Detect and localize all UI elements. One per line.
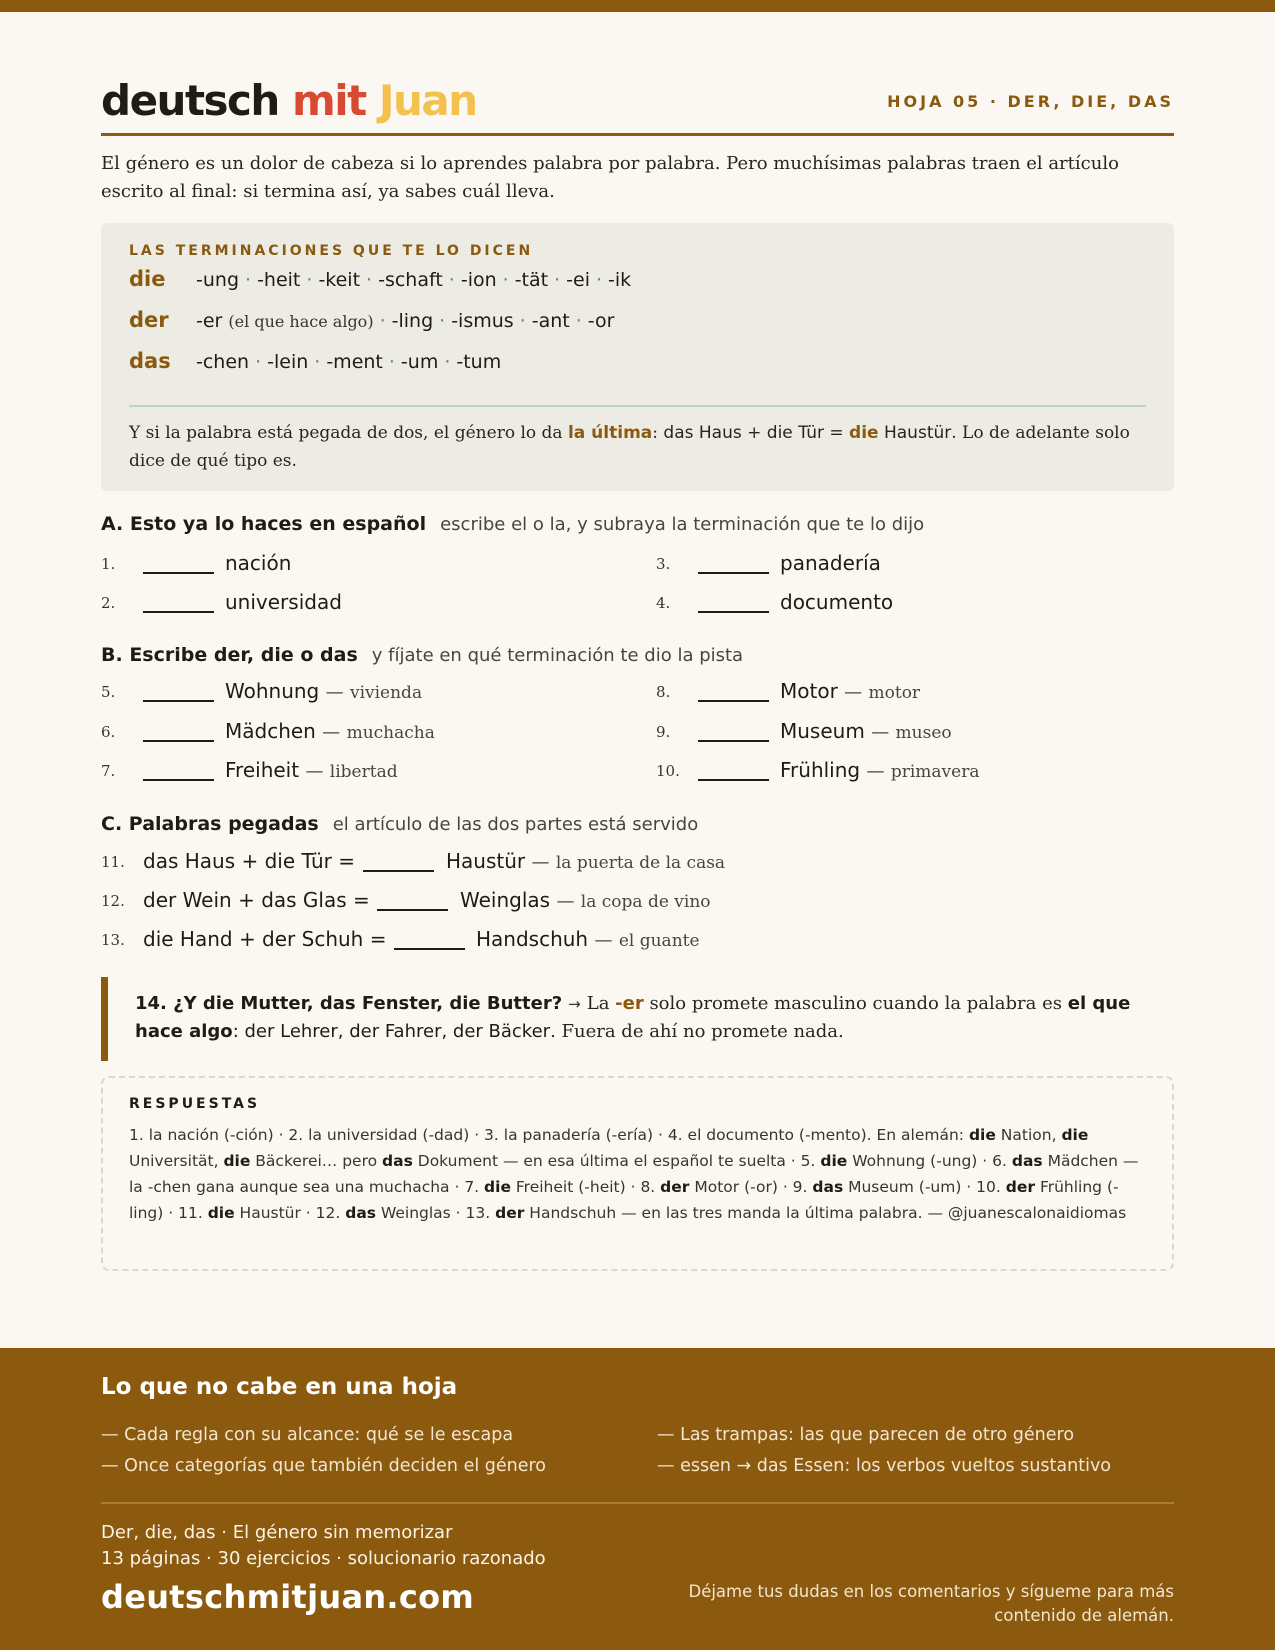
answer-article: die: [223, 1152, 251, 1170]
top-accent-bar: [0, 0, 1275, 12]
answer-article: das: [345, 1204, 377, 1222]
answer-text: Universität,: [129, 1152, 224, 1170]
spanish-gloss: primavera: [890, 762, 980, 782]
item-number: 13.: [101, 931, 125, 949]
page-header: [101, 72, 1174, 136]
section-b-title: [101, 644, 743, 666]
german-word: Motor: [780, 679, 838, 703]
note-text: . Lo de adelante solo dice de qué tipo es.: [129, 423, 1130, 471]
promo-footer: [0, 1348, 1275, 1650]
ending: -ei: [566, 269, 590, 291]
answer-text: Motor (-or) · 9.: [689, 1178, 813, 1196]
rule-article: der: [129, 308, 169, 332]
ending: -ling: [391, 310, 434, 332]
sheet-tag: HOJA 05 · DER, DIE, DAS: [887, 92, 1174, 111]
compound-parts: die Hand + der Schuh =: [143, 927, 387, 951]
ending: -lein: [267, 351, 309, 373]
answer-blank[interactable]: [698, 700, 769, 702]
section-heading: B. Escribe der, die o das: [101, 644, 358, 666]
answer-blank[interactable]: [363, 870, 434, 872]
callout-examples: der Lehrer, der Fahrer, der Bäcker: [244, 1021, 551, 1042]
item-word: Handschuh — el guante: [476, 927, 700, 951]
section-subtitle: el artículo de las dos partes está servido: [332, 814, 699, 835]
item-word: Freiheit — libertad: [225, 758, 398, 782]
answer-key-text: [129, 1122, 1146, 1226]
answer-blank[interactable]: [143, 572, 214, 574]
note-highlight: la última: [567, 423, 653, 443]
footer-list-item: — Cada regla con su alcance: qué se le escapa: [101, 1425, 514, 1445]
compound-item: [101, 888, 901, 916]
answer-blank[interactable]: [394, 948, 465, 950]
item-word: Haustür — la puerta de la casa: [446, 849, 726, 873]
ending: -ik: [608, 269, 632, 291]
website-link[interactable]: deutschmitjuan.com: [101, 1578, 475, 1616]
ending: -ung: [196, 269, 240, 291]
exercise-item: [101, 758, 601, 786]
call-to-action: Déjame tus dudas en los comentarios y sígueme para más contenido de alemán.: [688, 1582, 1174, 1625]
footer-title: Lo que no cabe en una hoja: [101, 1374, 458, 1400]
german-word: Frühling: [780, 758, 861, 782]
ending: -um: [400, 351, 439, 373]
item-number: 12.: [101, 892, 125, 910]
footer-list-item: — Once categorías que también deciden el género: [101, 1456, 547, 1476]
answer-text: Wohnung (-ung) · 6.: [847, 1152, 1012, 1170]
footer-list-item: — Las trampas: las que parecen de otro género: [657, 1425, 1075, 1445]
arrow-icon: →: [568, 995, 581, 1013]
callout-text: solo promete masculino cuando la palabra es: [643, 993, 1068, 1014]
logo-word-mit: mit: [291, 76, 366, 125]
ending-note: (el que hace algo): [228, 312, 374, 331]
spanish-gloss: la copa de vino: [580, 892, 711, 912]
item-word: Frühling — primavera: [780, 758, 980, 782]
item-number: 4.: [656, 594, 671, 612]
spanish-gloss: el guante: [618, 931, 700, 951]
spanish-gloss: muchacha: [346, 723, 435, 743]
logo-word-juan: Juan: [378, 76, 477, 125]
note-highlight: die: [849, 423, 879, 443]
answer-article: das: [382, 1152, 413, 1170]
section-heading: A. Esto ya lo haces en español: [101, 513, 427, 535]
callout-question: 14. ¿Y die Mutter, das Fenster, die Butter?: [135, 993, 563, 1014]
note-operator: +: [741, 423, 767, 443]
callout-text: . Fuera de ahí no promete nada.: [550, 1021, 844, 1042]
item-number: 2.: [101, 594, 116, 612]
answer-text: Handschuh — en las tres manda la última palabra. — @juanescalonaidiomas: [524, 1204, 1127, 1222]
section-a-title: [101, 513, 924, 535]
compound-parts: das Haus + die Tür =: [143, 849, 355, 873]
ending: -chen: [196, 351, 250, 373]
note-example: die Tür: [766, 423, 824, 443]
item-word: Mädchen — muchacha: [225, 719, 435, 743]
answer-text: 1. la nación (-ción) · 2. la universidad (-dad) · 3. la panadería (-ería) · 4. el documento (-mento). En alemán:: [129, 1126, 969, 1144]
item-number: 1.: [101, 555, 116, 573]
product-title: Der, die, das · El género sin memorizar: [101, 1522, 453, 1543]
item-word: Motor — motor: [780, 679, 921, 703]
rule-article: das: [129, 349, 171, 373]
ending: -ment: [326, 351, 383, 373]
item-word: Weinglas — la copa de vino: [460, 888, 711, 912]
answer-article: das: [812, 1178, 844, 1196]
logo-word-deutsch: deutsch: [101, 76, 279, 125]
ending: -ismus: [451, 310, 514, 332]
rule-endings: -er (el que hace algo) · -ling · -ismus · -ant · -or: [196, 310, 615, 332]
answer-text: Weinglas · 13.: [376, 1204, 496, 1222]
exercise-item: [656, 679, 1156, 707]
answer-text: Museum (-um) · 10.: [843, 1178, 1006, 1196]
callout-highlight: -er: [615, 993, 644, 1014]
item-number: 6.: [101, 723, 116, 741]
exercise-item: [101, 590, 601, 618]
compound-item: [101, 849, 901, 877]
ending: -er: [196, 310, 223, 332]
item-number: 8.: [656, 683, 671, 701]
answer-text: Nation,: [995, 1126, 1062, 1144]
german-word: Weinglas: [460, 888, 551, 912]
spanish-gloss: vivienda: [349, 683, 423, 703]
ending: -or: [587, 310, 615, 332]
item-number: 9.: [656, 723, 671, 741]
answer-article: der: [660, 1178, 690, 1196]
answer-blank[interactable]: [143, 779, 214, 781]
answer-key-box: [101, 1076, 1174, 1271]
answer-blank[interactable]: [698, 779, 769, 781]
ending: -keit: [318, 269, 361, 291]
item-number: 3.: [656, 555, 671, 573]
exercise-item: [656, 551, 1156, 579]
answer-blank[interactable]: [698, 572, 769, 574]
item-word: nación: [225, 551, 292, 575]
item-number: 10.: [656, 762, 680, 780]
footer-list-right: [657, 1420, 1177, 1482]
answer-blank[interactable]: [143, 611, 214, 613]
note-text: :: [652, 423, 664, 443]
ending: -tät: [514, 269, 549, 291]
german-word: Handschuh: [476, 927, 589, 951]
product-details: 13 páginas · 30 ejercicios · solucionario razonado: [101, 1548, 546, 1569]
exercise-item: [101, 551, 601, 579]
callout-bold: el que hace algo: [135, 993, 1131, 1042]
spanish-gloss: libertad: [329, 762, 398, 782]
answer-key-title: RESPUESTAS: [129, 1096, 261, 1112]
answer-article: die: [820, 1152, 848, 1170]
answer-text: Mädchen — la -chen gana aunque sea una muchacha · 7.: [129, 1152, 1139, 1196]
item-word: Museum — museo: [780, 719, 952, 743]
item-word: panadería: [780, 551, 881, 575]
section-c-title: [101, 813, 698, 835]
exercise-item: [101, 679, 601, 707]
answer-text: Freiheit (-heit) · 8.: [510, 1178, 661, 1196]
item-number: 11.: [101, 853, 125, 871]
section-heading: C. Palabras pegadas: [101, 813, 319, 835]
answer-text: Haustür · 12.: [234, 1204, 346, 1222]
answer-blank[interactable]: [143, 740, 214, 742]
german-word: Museum: [780, 719, 865, 743]
footer-list-item: — essen → das Essen: los verbos vueltos sustantivo: [657, 1456, 1112, 1476]
ending: -heit: [257, 269, 301, 291]
answer-article: die: [1061, 1126, 1089, 1144]
item-number: 5.: [101, 683, 116, 701]
note-example: das Haus: [663, 423, 742, 443]
product-meta: [101, 1520, 546, 1572]
callout-text: La: [586, 993, 616, 1014]
footer-divider: [101, 1502, 1174, 1504]
german-word: Mädchen: [225, 719, 316, 743]
endings-rule-box: [101, 223, 1174, 491]
answer-article: die: [207, 1204, 235, 1222]
ending: -schaft: [378, 269, 443, 291]
spanish-gloss: museo: [895, 723, 952, 743]
callout-text: :: [232, 1021, 245, 1042]
exercise-item: [656, 719, 1156, 747]
item-number: 7.: [101, 762, 116, 780]
answer-article: die: [484, 1178, 511, 1196]
rule-endings: -ung · -heit · -keit · -schaft · -ion · -tät · -ei · -ik: [196, 269, 632, 291]
ending: -ion: [460, 269, 497, 291]
compound-rule-note: [129, 419, 1146, 475]
rule-endings: -chen · -lein · -ment · -um · -tum: [196, 351, 502, 373]
footer-list-left: [101, 1420, 621, 1482]
german-word: Freiheit: [225, 758, 300, 782]
note-example: Haustür: [878, 423, 952, 443]
exercise-item: [101, 719, 601, 747]
rule-box-title: LAS TERMINACIONES QUE TE LO DICEN: [129, 243, 534, 259]
section-subtitle: y fíjate en qué terminación te dio la pista: [371, 645, 744, 666]
answer-article: das: [1011, 1152, 1043, 1170]
german-word: Haustür: [446, 849, 526, 873]
german-word: Wohnung: [225, 679, 320, 703]
item-word: Wohnung — vivienda: [225, 679, 423, 703]
answer-text: Dokument — en esa última el español te suelta · 5.: [412, 1152, 821, 1170]
ending: -ant: [531, 310, 570, 332]
answer-blank[interactable]: [143, 700, 214, 702]
exercise-item: [656, 590, 1156, 618]
exercise-item: [656, 758, 1156, 786]
answer-text: Bäckerei… pero: [250, 1152, 383, 1170]
item-word: documento: [780, 590, 894, 614]
note-operator: =: [823, 423, 850, 443]
answer-blank[interactable]: [698, 740, 769, 742]
section-subtitle: escribe el o la, y subraya la terminación que te lo dijo: [440, 514, 925, 535]
note-text: Y si la palabra está pegada de dos, el género lo da: [129, 423, 568, 443]
answer-article: die: [968, 1126, 996, 1144]
question-14-callout: [101, 977, 1174, 1061]
ending: -tum: [456, 351, 502, 373]
compound-parts: der Wein + das Glas =: [143, 888, 370, 912]
answer-text: Frühling (-ling) · 11.: [129, 1178, 1119, 1222]
spanish-gloss: motor: [868, 683, 921, 703]
compound-item: [101, 927, 901, 955]
spanish-gloss: la puerta de la casa: [555, 853, 726, 873]
rule-article: die: [129, 267, 166, 291]
rule-box-divider: [129, 405, 1146, 407]
answer-blank[interactable]: [377, 909, 448, 911]
intro-paragraph: El género es un dolor de cabeza si lo aprendes palabra por palabra. Pero muchísimas palabras traen el artículo escrito al final: si termina así, ya sabes cuál lleva.: [101, 153, 1119, 202]
answer-article: der: [495, 1204, 525, 1222]
brand-logo: [101, 78, 477, 124]
item-word: universidad: [225, 590, 342, 614]
answer-article: der: [1005, 1178, 1036, 1196]
answer-blank[interactable]: [698, 611, 769, 613]
